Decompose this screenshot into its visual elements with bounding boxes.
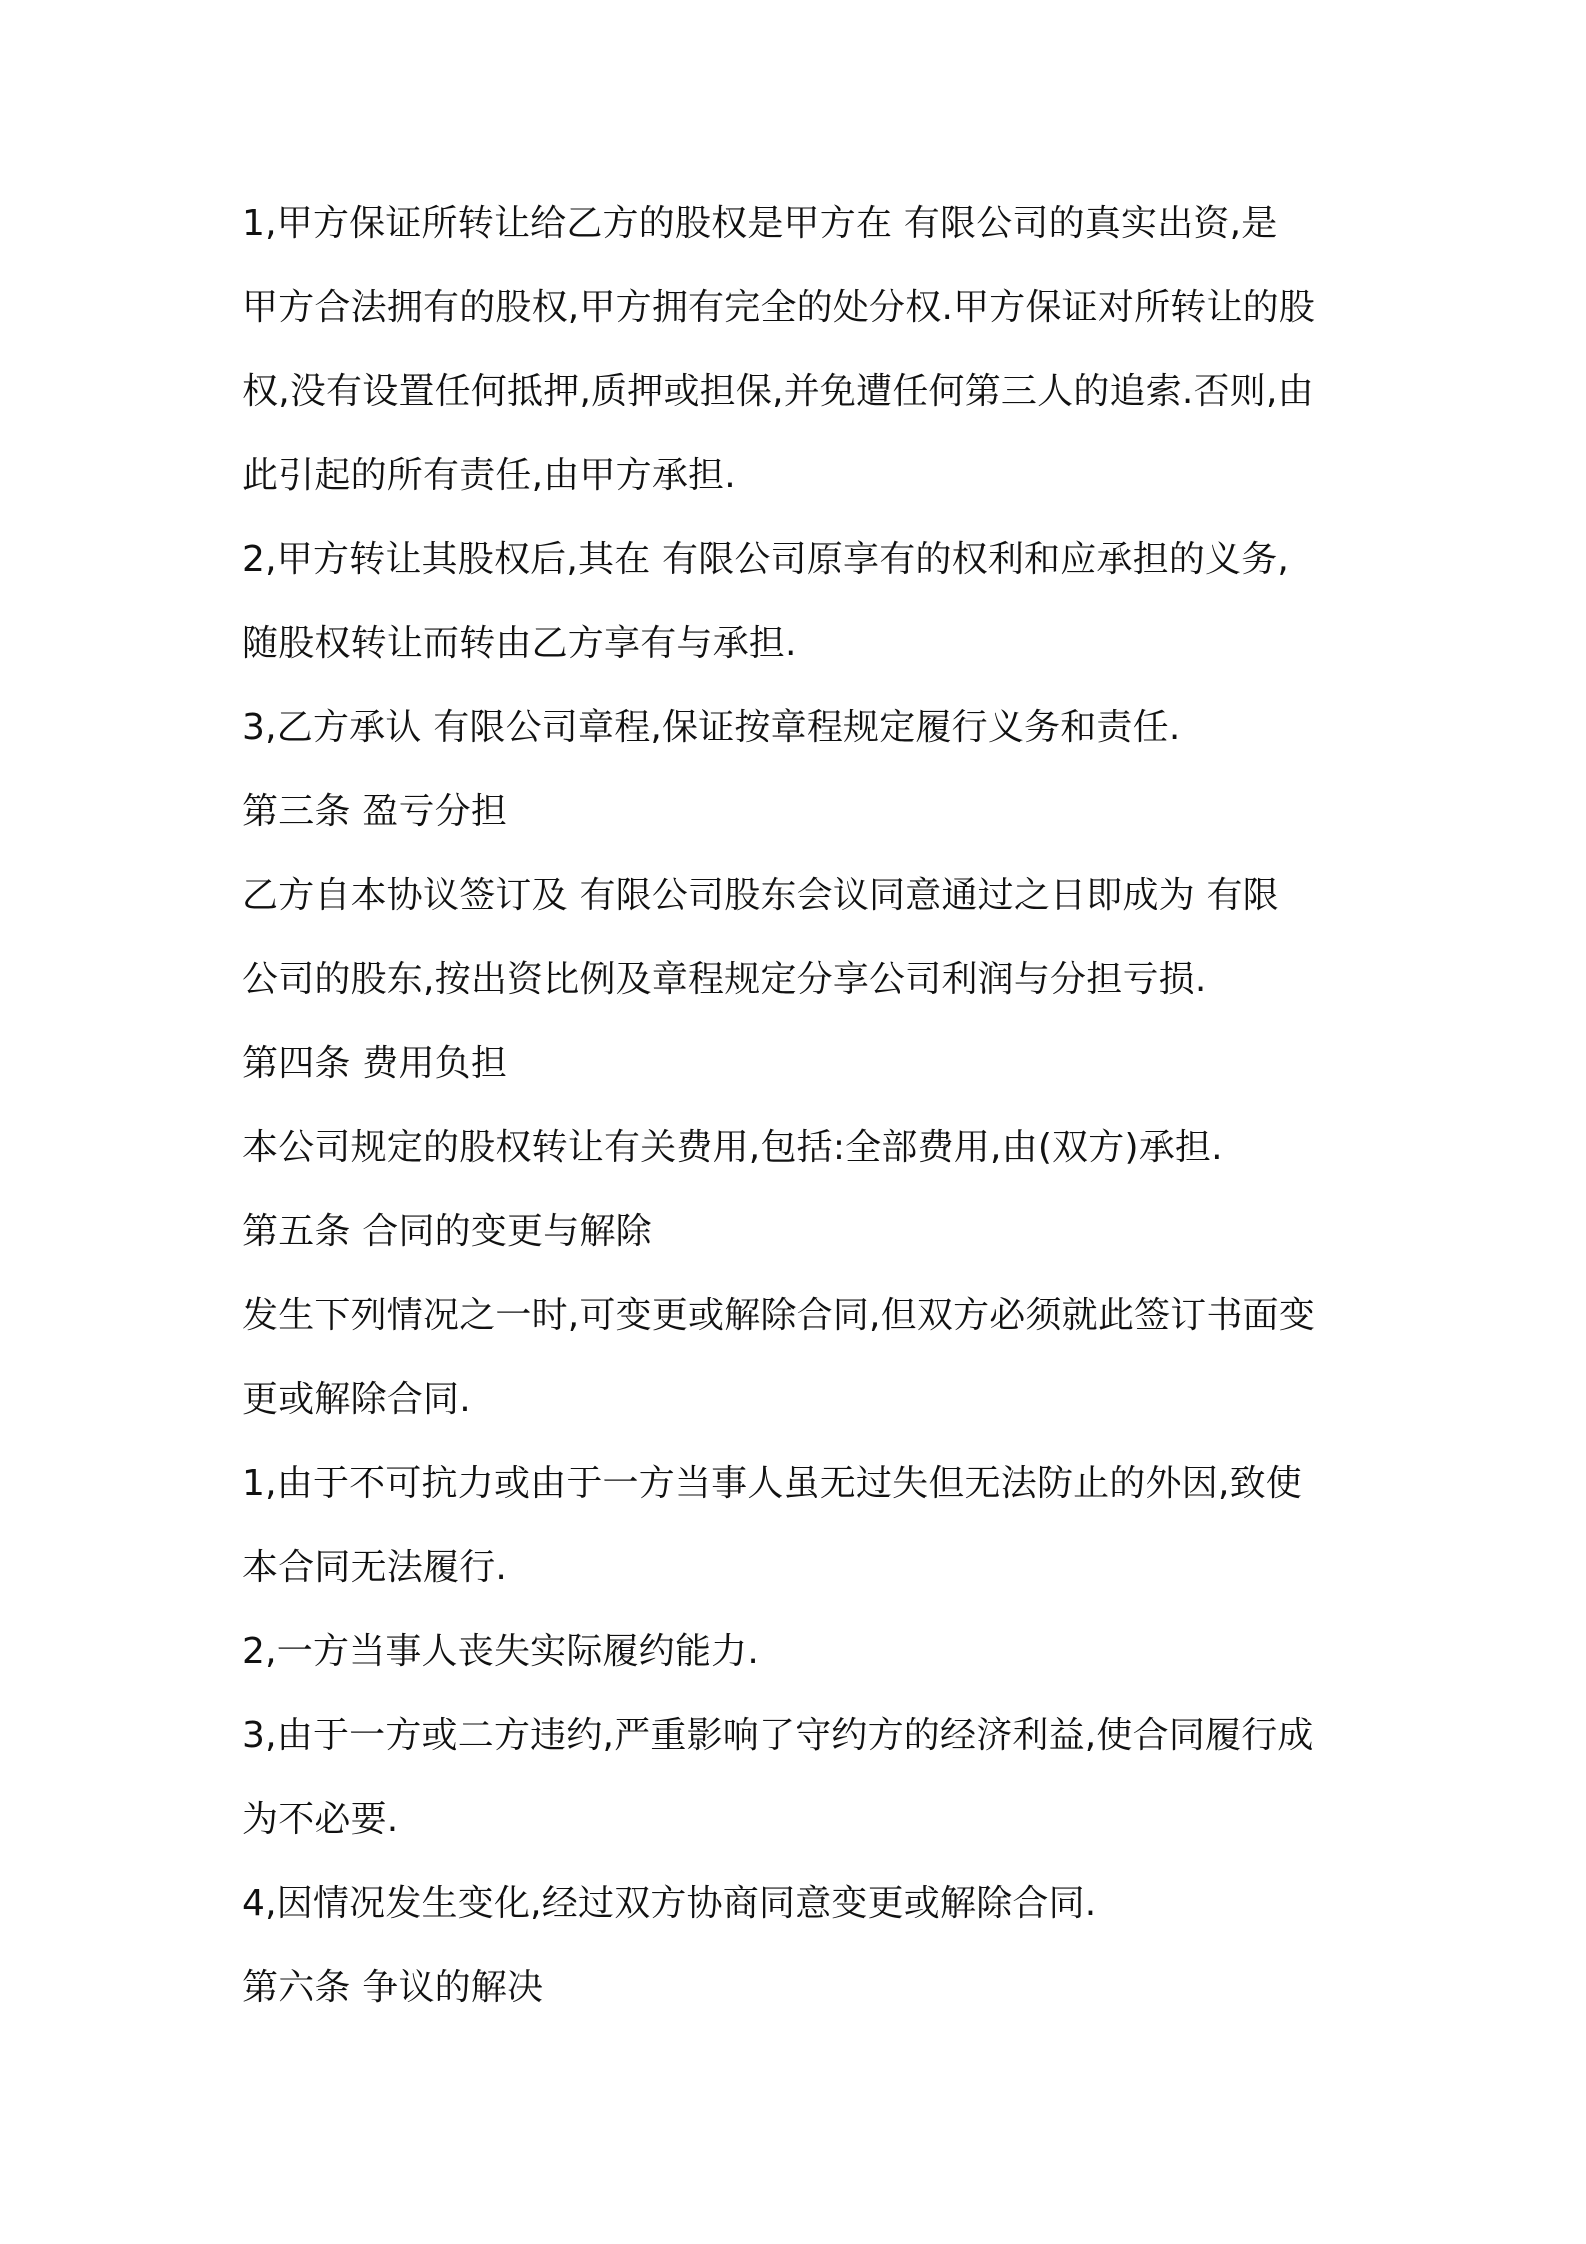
text-line: 随股权转让而转由乙方享有与承担. [242,623,797,664]
text-line: 此引起的所有责任,由甲方承担. [242,455,736,496]
article-heading: 第六条 争议的解决 [242,1967,544,2008]
article-heading: 第三条 盈亏分担 [242,791,508,832]
text-line: 发生下列情况之一时,可变更或解除合同,但双方必须就此签订书面变 [242,1295,1316,1336]
text-line: 1,由于不可抗力或由于一方当事人虽无过失但无法防止的外因,致使 [242,1463,1302,1504]
text-line: 为不必要. [242,1799,399,1840]
article-heading: 第五条 合同的变更与解除 [242,1211,652,1252]
text-line: 3,由于一方或二方违约,严重影响了守约方的经济利益,使合同履行成 [242,1715,1314,1756]
text-line: 本合同无法履行. [242,1547,508,1588]
text-line: 1,甲方保证所转让给乙方的股权是甲方在 有限公司的真实出资,是 [242,203,1278,244]
text-line: 3,乙方承认 有限公司章程,保证按章程规定履行义务和责任. [242,707,1181,748]
text-line: 2,一方当事人丧失实际履约能力. [242,1631,759,1672]
text-line: 本公司规定的股权转让有关费用,包括:全部费用,由(双方)承担. [242,1127,1223,1168]
article-heading: 第四条 费用负担 [242,1043,508,1084]
text-line: 公司的股东,按出资比例及章程规定分享公司利润与分担亏损. [242,959,1207,1000]
text-line: 2,甲方转让其股权后,其在 有限公司原享有的权利和应承担的义务, [242,539,1290,580]
text-line: 甲方合法拥有的股权,甲方拥有完全的处分权.甲方保证对所转让的股 [242,287,1316,328]
text-line: 乙方自本协议签订及 有限公司股东会议同意通过之日即成为 有限 [242,875,1279,916]
text-line: 更或解除合同. [242,1379,471,1420]
text-line: 权,没有设置任何抵押,质押或担保,并免遭任何第三人的追索.否则,由 [242,371,1314,412]
text-line: 4,因情况发生变化,经过双方协商同意变更或解除合同. [242,1883,1097,1924]
